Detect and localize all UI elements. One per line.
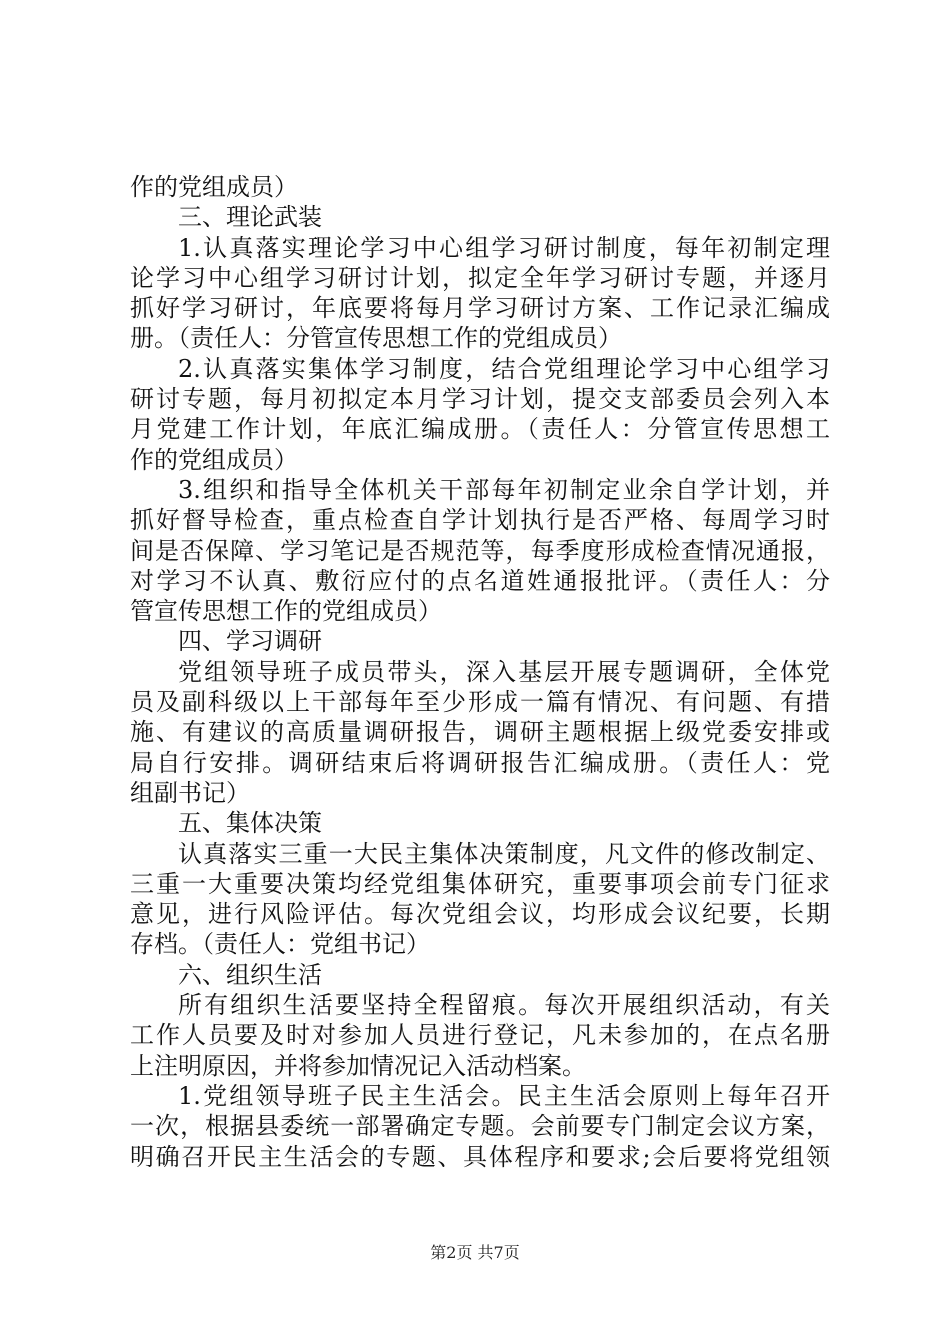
text-line: 作的党组成员） [130, 173, 298, 201]
section-heading: 五、集体决策 [178, 809, 322, 838]
text-line: 间是否保障、学习笔记是否规范等，每季度形成检查情况通报， [130, 536, 830, 565]
text-line: 局自行安排。调研结束后将调研报告汇编成册。（责任人：党 [130, 748, 830, 777]
text-line: 认真落实三重一大民主集体决策制度，凡文件的修改制定、 [178, 839, 830, 868]
text-line: 一次，根据县委统一部署确定专题。会前要专门制定会议方案， [130, 1112, 830, 1141]
text-line: 1.认真落实理论学习中心组学习研讨制度，每年初制定理 [178, 233, 830, 262]
text-line: 上注明原因，并将参加情况记入活动档案。 [130, 1051, 586, 1080]
text-line: 2.认真落实集体学习制度，结合党组理论学习中心组学习 [178, 354, 830, 383]
text-line: 存档。（责任人：党组书记） [130, 930, 430, 959]
text-line: 管宣传思想工作的党组成员） [130, 597, 442, 626]
text-line: 册。（责任人：分管宣传思想工作的党组成员） [130, 324, 622, 353]
page-footer: 第2页 共7页 [430, 1243, 520, 1262]
text-line: 三重一大重要决策均经党组集体研究，重要事项会前专门征求 [130, 869, 830, 898]
text-line: 工作人员要及时对参加人员进行登记，凡未参加的，在点名册 [130, 1021, 830, 1050]
text-line: 3.组织和指导全体机关干部每年初制定业余自学计划，并 [178, 475, 830, 504]
text-line: 论学习中心组学习研讨计划，拟定全年学习研讨专题，并逐月 [130, 263, 830, 292]
text-line: 研讨专题，每月初拟定本月学习计划，提交支部委员会列入本 [130, 385, 830, 414]
text-line: 意见，进行风险评估。每次党组会议，均形成会议纪要，长期 [130, 900, 830, 929]
document-body [130, 172, 830, 1172]
text-line: 对学习不认真、敷衍应付的点名道姓通报批评。（责任人：分 [130, 566, 830, 595]
text-line: 所有组织生活要坚持全程留痕。每次开展组织活动，有关 [178, 991, 830, 1020]
section-heading: 六、组织生活 [178, 960, 322, 989]
text-line: 抓好学习研讨，年底要将每月学习研讨方案、工作记录汇编成 [130, 294, 830, 323]
text-line: 作的党组成员） [130, 445, 298, 474]
text-line: 抓好督导检查，重点检查自学计划执行是否严格、每周学习时 [130, 506, 830, 535]
text-line: 员及副科级以上干部每年至少形成一篇有情况、有问题、有措 [130, 688, 830, 717]
text-line: 施、有建议的高质量调研报告，调研主题根据上级党委安排或 [130, 718, 830, 747]
text-line: 月党建工作计划，年底汇编成册。（责任人：分管宣传思想工 [130, 415, 830, 444]
text-line: 组副书记） [130, 778, 250, 807]
section-heading: 三、理论武装 [178, 203, 322, 232]
section-heading: 四、学习调研 [178, 627, 322, 656]
text-line: 党组领导班子成员带头，深入基层开展专题调研，全体党 [178, 657, 830, 686]
text-line: 1.党组领导班子民主生活会。民主生活会原则上每年召开 [178, 1081, 830, 1110]
text-line: 明确召开民主生活会的专题、具体程序和要求;会后要将党组领 [130, 1142, 830, 1171]
